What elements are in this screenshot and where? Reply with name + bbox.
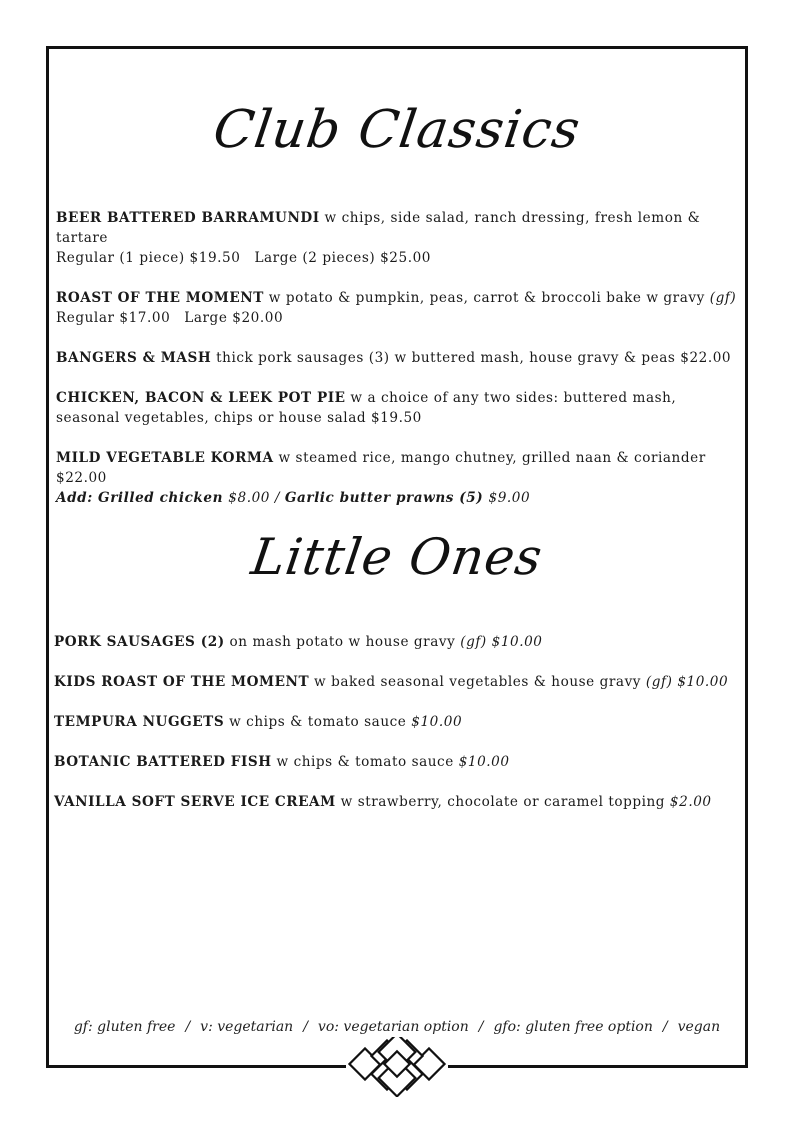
menu-item-option: Regular $17.00 — [56, 310, 171, 326]
menu-item-price: $2.00 — [669, 794, 712, 810]
menu-item-name: MILD VEGETABLE KORMA — [56, 450, 274, 466]
menu-item-description: w steamed rice, mango chutney, grilled naan & coriander $22.00 — [56, 450, 706, 486]
menu-item — [56, 448, 740, 508]
menu-item-description: on mash potato w house gravy — [224, 634, 461, 650]
menu-item-price: $10.00 — [458, 754, 510, 770]
menu-item-title-line — [56, 448, 740, 488]
menu-item-name: CHICKEN, BACON & LEEK POT PIE — [56, 390, 346, 406]
legend-entry: vegan — [677, 1019, 721, 1035]
little-ones-menu — [54, 632, 740, 832]
menu-item-option: Large $20.00 — [184, 310, 284, 326]
menu-item-option: Regular (1 piece) $19.50 — [56, 250, 241, 266]
club-classics-menu — [56, 208, 740, 528]
menu-item — [54, 792, 740, 812]
menu-item — [54, 712, 740, 732]
frame-border-bottom-right — [448, 1065, 748, 1068]
menu-item-name: BANGERS & MASH — [56, 350, 212, 366]
frame-border-top — [46, 46, 748, 49]
menu-item-name: BOTANIC BATTERED FISH — [54, 754, 272, 770]
menu-item — [56, 208, 740, 268]
dietary-legend — [0, 1019, 794, 1035]
legend-entry: gfo: gluten free option — [493, 1019, 653, 1035]
menu-item-price: (gf) $10.00 — [645, 674, 729, 690]
dietary-tag: (gf) — [709, 290, 737, 306]
section-heading-little-ones: Little Ones — [247, 528, 547, 586]
menu-item — [54, 632, 740, 652]
menu-item-description: w a choice of any two sides: buttered mash, seasonal vegetables, chips or house salad $19.50 — [56, 390, 677, 426]
addon-price: $8.00 — [228, 490, 270, 506]
menu-item-title-line — [56, 208, 740, 248]
diamond-ornament-icon — [346, 1037, 448, 1097]
legend-entry: gf: gluten free — [73, 1019, 176, 1035]
menu-item-name: KIDS ROAST OF THE MOMENT — [54, 674, 310, 690]
menu-item — [56, 288, 740, 328]
menu-item-description: w baked seasonal vegetables & house gravy — [309, 674, 646, 690]
menu-item-price: $10.00 — [411, 714, 463, 730]
menu-item-name: TEMPURA NUGGETS — [54, 714, 225, 730]
legend-entry: vo: vegetarian option — [317, 1019, 469, 1035]
legend-separator: / — [478, 1019, 484, 1035]
menu-item-description: w chips & tomato sauce — [224, 714, 412, 730]
menu-item-name: PORK SAUSAGES (2) — [54, 634, 225, 650]
menu-item-addons — [56, 488, 740, 508]
menu-item-name: ROAST OF THE MOMENT — [56, 290, 264, 306]
menu-item-option: Large (2 pieces) $25.00 — [254, 250, 431, 266]
menu-item — [54, 752, 740, 772]
legend-separator: / — [303, 1019, 308, 1035]
menu-item-description: w chips & tomato sauce — [271, 754, 459, 770]
menu-item-description: w potato & pumpkin, peas, carrot & broccoli bake w gravy — [263, 290, 710, 306]
addon-separator: / — [269, 490, 285, 506]
addon-label: Garlic butter prawns (5) — [284, 490, 489, 506]
menu-item-description: w strawberry, chocolate or caramel topping — [335, 794, 670, 810]
section-heading-club-classics: Club Classics — [209, 100, 585, 160]
menu-item-description: w chips, side salad, ranch dressing, fresh lemon & tartare — [56, 210, 701, 246]
menu-item — [54, 672, 740, 692]
menu-item-options — [56, 248, 740, 268]
legend-separator: / — [185, 1019, 191, 1035]
menu-item-price: (gf) $10.00 — [460, 634, 543, 650]
menu-item-name: BEER BATTERED BARRAMUNDI — [56, 210, 320, 226]
menu-item-description: thick pork sausages (3) w buttered mash, house gravy & peas $22.00 — [211, 350, 732, 366]
menu-item — [56, 388, 740, 428]
menu-item-options — [56, 308, 740, 328]
menu-item-name: VANILLA SOFT SERVE ICE CREAM — [54, 794, 336, 810]
addon-price: $9.00 — [488, 490, 531, 506]
frame-border-bottom-left — [46, 1065, 346, 1068]
menu-item — [56, 348, 740, 368]
legend-entry: v: vegetarian — [200, 1019, 294, 1035]
menu-item-title-line — [56, 288, 740, 308]
addon-label: Add: Grilled chicken — [56, 490, 229, 506]
legend-separator: / — [662, 1019, 668, 1035]
